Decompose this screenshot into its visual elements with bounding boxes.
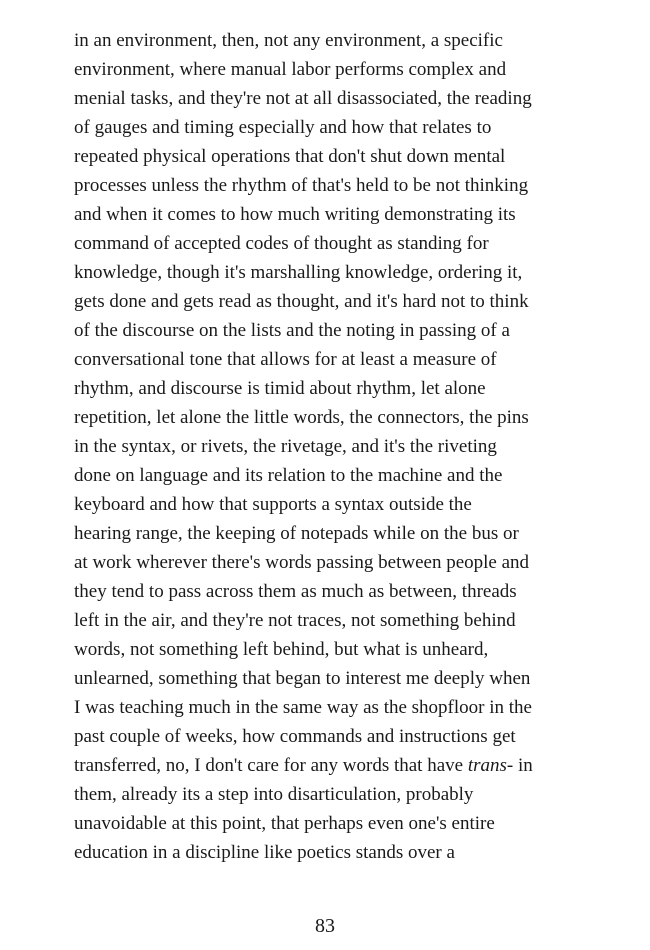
text-line: words, not something left behind, but what is unheard,: [74, 639, 489, 660]
text-line: conversational tone that allows for at least a measure of: [74, 349, 497, 370]
text-segment: in: [513, 755, 533, 776]
italic-word: trans-: [467, 755, 514, 776]
text-line: command of accepted codes of thought as standing for: [74, 233, 489, 254]
text-line: repeated physical operations that don't shut down mental: [74, 146, 506, 167]
text-line: past couple of weeks, how commands and instructions get: [74, 726, 516, 747]
text-line: environment, where manual labor performs complex and: [74, 59, 507, 80]
text-line: of gauges and timing especially and how that relates to: [74, 117, 492, 138]
text-line: processes unless the rhythm of that's held to be not thinking: [74, 175, 529, 196]
text-line: left in the air, and they're not traces, not something behind: [74, 610, 516, 631]
text-line: education in a discipline like poetics stands over a: [74, 842, 455, 863]
text-line: them, already its a step into disarticulation, probably: [74, 784, 474, 805]
text-line: in the syntax, or rivets, the rivetage, and it's the riveting: [74, 436, 497, 457]
text-line: unlearned, something that began to interest me deeply when: [74, 668, 531, 689]
text-line: they tend to pass across them as much as between, threads: [74, 581, 517, 602]
text-line: menial tasks, and they're not at all disassociated, the reading: [74, 88, 532, 109]
text-segment: transferred, no, I don't care for any words that have: [74, 755, 468, 776]
text-line: gets done and gets read as thought, and it's hard not to think: [74, 291, 529, 312]
text-line: knowledge, though it's marshalling knowledge, ordering it,: [74, 262, 523, 283]
text-line: I was teaching much in the same way as the shopfloor in the: [74, 697, 532, 718]
text-line: rhythm, and discourse is timid about rhythm, let alone: [74, 378, 486, 399]
text-line: hearing range, the keeping of notepads while on the bus or: [74, 523, 519, 544]
body-text: [74, 26, 594, 867]
text-line: repetition, let alone the little words, the connectors, the pins: [74, 407, 529, 428]
page-number: 83: [315, 915, 335, 937]
text-line: unavoidable at this point, that perhaps even one's entire: [74, 813, 495, 834]
text-line-with-italic: [74, 751, 594, 780]
text-line: done on language and its relation to the machine and the: [74, 465, 503, 486]
text-line: in an environment, then, not any environment, a specific: [74, 30, 503, 51]
text-line: of the discourse on the lists and the noting in passing of a: [74, 320, 510, 341]
text-line: and when it comes to how much writing demonstrating its: [74, 204, 516, 225]
text-line: keyboard and how that supports a syntax outside the: [74, 494, 472, 515]
text-line: at work wherever there's words passing between people and: [74, 552, 530, 573]
